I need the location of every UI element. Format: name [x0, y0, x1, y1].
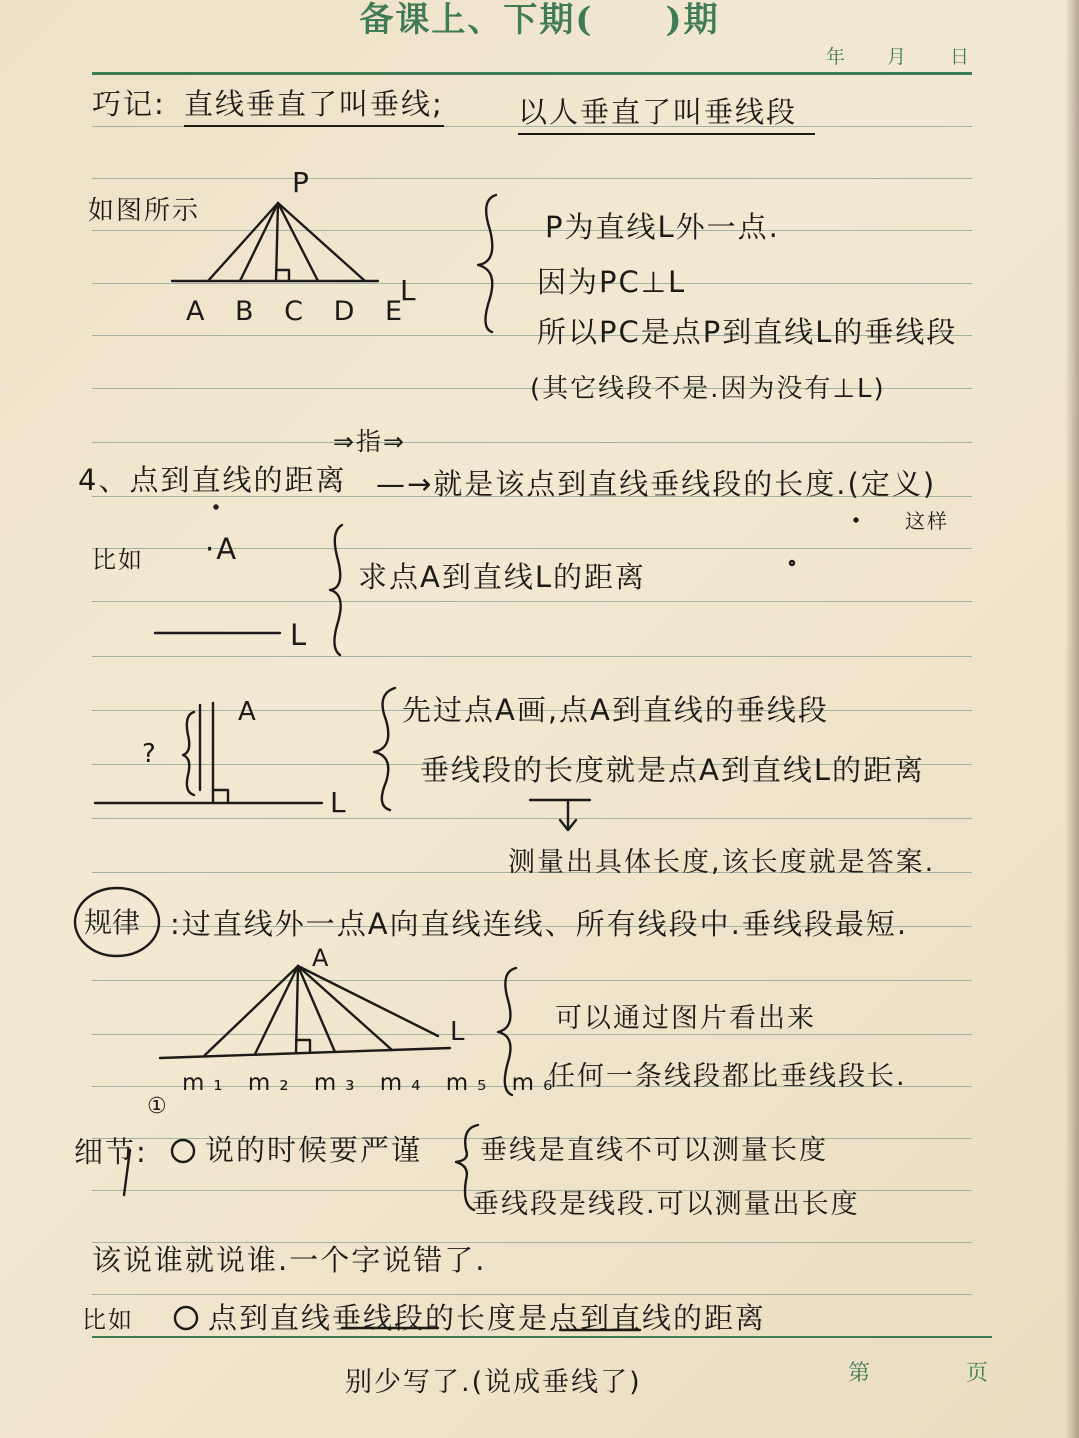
figure-1	[172, 166, 496, 332]
detail-number: ①	[147, 1094, 169, 1119]
fig3-segment-6	[298, 966, 438, 1036]
example-2-text: 点到直线垂线段的长度是点到直线的距离	[208, 1301, 767, 1335]
date-year-label: 年	[826, 46, 846, 68]
date-day-label: 日	[950, 46, 970, 68]
fig3-right-angle-mark	[296, 1040, 310, 1052]
fig2-label-l: L	[330, 786, 346, 819]
fig3-label-a: A	[312, 944, 329, 972]
fig2-right-angle-mark	[213, 790, 228, 803]
refers-arrow-note: ⇒指⇒	[333, 427, 406, 456]
detail-bullet-circle	[172, 1140, 194, 1162]
example-point-a: ·A	[205, 532, 239, 566]
step-1: 先过点A画,点A到直线的垂线段	[402, 693, 829, 727]
fig1-brace	[478, 195, 496, 332]
details-marks	[124, 1125, 640, 1330]
date-month-label: 月	[887, 46, 907, 68]
memo-part-1: 直线垂直了叫垂线;	[184, 82, 444, 127]
example-brace	[330, 525, 342, 655]
step-3: 测量出具体长度,该长度就是答案.	[508, 847, 936, 878]
fig3-line-l	[160, 1048, 450, 1058]
detail-b: 垂线段是线段.可以测量出长度	[472, 1189, 860, 1220]
dot-mark	[790, 561, 794, 565]
detail-text: 说的时候要严谨	[205, 1133, 423, 1167]
section-4-mark	[215, 506, 858, 566]
rule-label: 规律	[84, 906, 141, 939]
fig1-label-l: L	[400, 274, 416, 307]
fig1-note-others: (其它线段不是.因为没有⊥L)	[530, 374, 886, 404]
detail-a: 垂线是直线不可以测量长度	[480, 1135, 828, 1166]
fig3-segment-5	[298, 966, 392, 1050]
steps-brace	[374, 688, 395, 810]
example-task: 求点A到直线L的距离	[358, 560, 646, 594]
fig2-question: ?	[142, 739, 156, 769]
fig1-note-so: 所以PC是点P到直线L的垂线段	[537, 315, 958, 349]
page-title: 备课上、下期( )期	[359, 0, 720, 40]
example-line-l: L	[290, 618, 309, 652]
fig3-segment-1	[205, 966, 298, 1055]
fig1-segment-pa	[208, 203, 278, 281]
memo-label: 巧记:	[92, 87, 166, 121]
fig2-small-brace	[183, 712, 194, 795]
fig3-point-labels: m₁ m₂ m₃ m₄ m₅ m₆	[182, 1070, 562, 1096]
fig1-note-outside: P为直线L外一点.	[545, 210, 780, 244]
figure-3	[160, 944, 561, 1096]
fig1-note-because: 因为PC⊥L	[537, 265, 687, 299]
example-2-missing: 别少写了.(说成垂线了)	[345, 1367, 642, 1398]
detail-brace	[456, 1125, 478, 1210]
memo-part-2: 以人垂直了叫垂线段	[518, 90, 815, 135]
section-4-definition: —→就是该点到直线垂线段的长度.(定义)	[376, 467, 937, 501]
footer-di: 第	[848, 1361, 871, 1386]
fig3-segment-2	[255, 966, 298, 1054]
step-2: 垂线段的长度就是点A到直线L的距离	[420, 753, 925, 787]
example-2-bullet-circle	[175, 1307, 197, 1329]
section-4-title: 4、点到直线的距离	[78, 463, 347, 497]
zheyang-note: 这样	[905, 509, 949, 533]
fig1-point-labels: A B C D E	[186, 296, 414, 327]
example-label: 比如	[92, 546, 144, 574]
rule-text: :过直线外一点A向直线连线、所有线段中.垂线段最短.	[170, 907, 909, 941]
detail-c: 该说谁就说谁.一个字说错了.	[92, 1243, 487, 1277]
detail-label-tail	[124, 1150, 130, 1195]
footer-ye: 页	[966, 1361, 989, 1386]
figure-2	[95, 688, 590, 830]
dot-mark	[855, 519, 858, 522]
fig3-note-2: 任何一条线段都比垂线段长.	[548, 1061, 907, 1092]
rule-mark	[75, 888, 159, 956]
detail-label: 细节:	[74, 1135, 148, 1169]
example-1-figure	[155, 525, 342, 655]
fig2-label-a: A	[238, 697, 256, 727]
example-2-label: 比如	[82, 1306, 134, 1334]
fig3-label-l: L	[450, 1017, 465, 1047]
fig3-note-1: 可以通过图片看出来	[555, 1003, 816, 1034]
fig1-segment-pb	[240, 203, 278, 281]
fig1-label-p: P	[292, 166, 309, 199]
as-shown-label: 如图所示	[88, 196, 201, 226]
fig1-segment-pe	[278, 203, 365, 281]
fig1-right-angle-mark	[276, 270, 289, 281]
dot-mark	[215, 506, 218, 509]
